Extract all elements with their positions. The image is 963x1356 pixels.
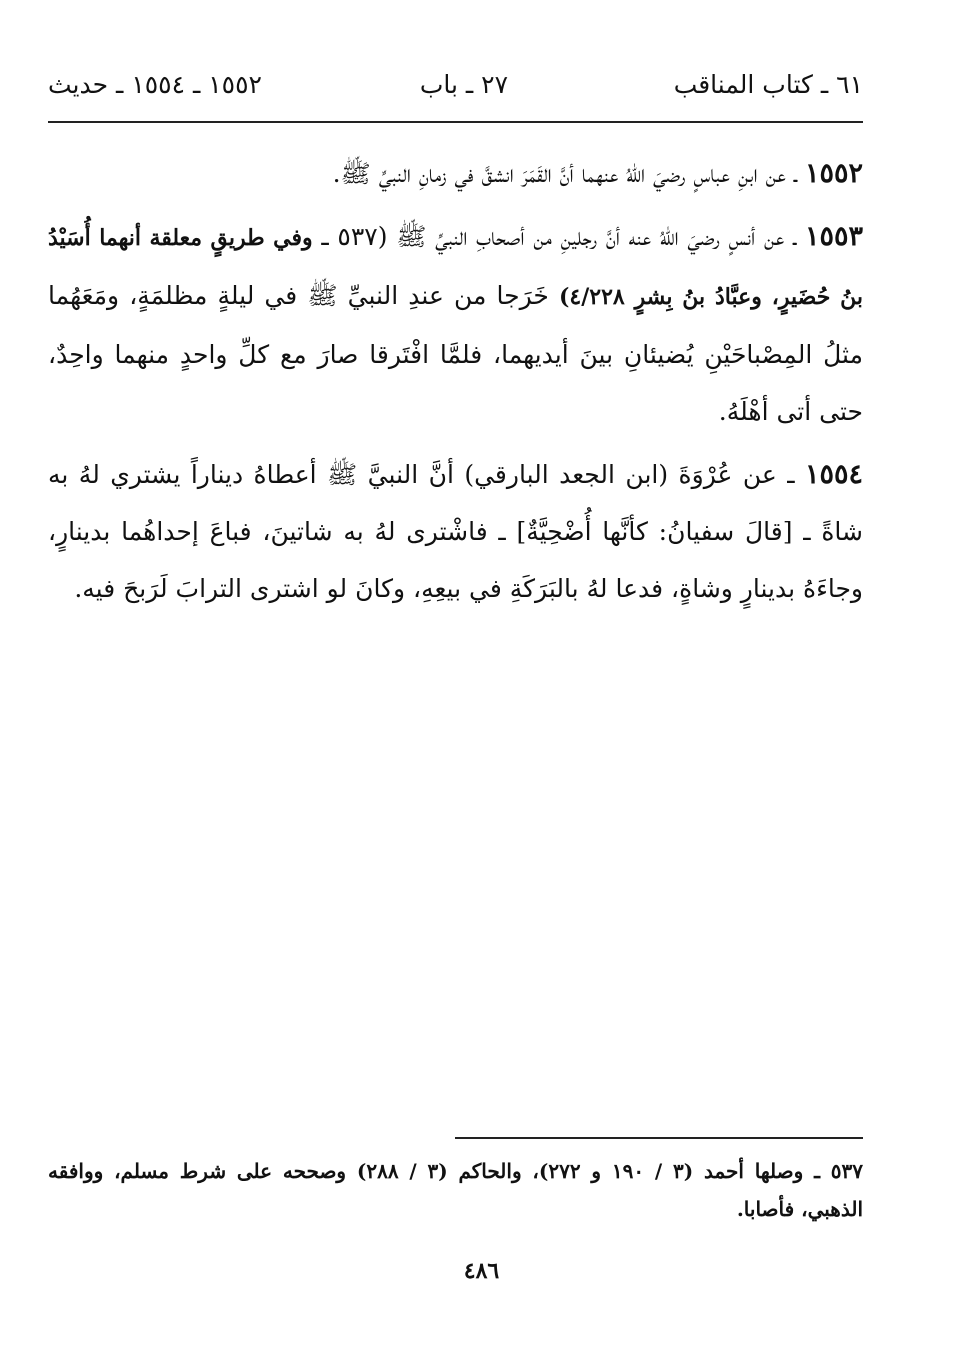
hadith-text: ـ عن عُرْوَةَ (ابن الجعد البارقي) أنَّ النبيَّ ﷺ أعطاهُ ديناراً يشتري لهُ به شاةً ـ [قالَ سفيانُ: كأنَّها أُضْحِيَّةٌ] ـ فاشْترى لهُ به شاتينَ، فباعَ إحداهُما بدينارٍ، وجاءَهُ بدينارٍ وشاةٍ، فدعا لهُ بالبَرَكَةِ في بيعِهِ، وكانَ لو اشترى الترابَ لَرَبحَ فيه. (48, 460, 863, 603)
header-rule (48, 121, 863, 123)
hadith-number: ١٥٥٢ (804, 158, 863, 189)
header-book-title: ٦١ ـ كتاب المناقب (673, 70, 863, 99)
page-number: ٤٨٦ (463, 1258, 500, 1284)
hadith-text-continued: خَرَجا من عندِ النبيِّ ﷺ في ليلةٍ مظلمَةٍ، ومَعَهُما مثلُ المِصْباحَيْنِ يُضيئانِ بينَ أيديهما، فلمَّا افْتَرقا صارَ مع كلِّ واحدٍ منهما واحِدٌ، حتى أتى أهْلَهُ. (48, 281, 863, 426)
hadith-1554 (48, 446, 863, 617)
hadith-1553 (48, 208, 863, 440)
header-chapter: ٢٧ ـ باب (419, 70, 508, 99)
hadith-1552 (48, 145, 863, 202)
running-header (48, 70, 863, 110)
hadith-number: ١٥٥٣ (804, 221, 863, 252)
footnote-rule (455, 1137, 863, 1139)
hadith-number: ١٥٥٤ (804, 459, 863, 490)
header-hadith-range: ١٥٥٢ ـ ١٥٥٤ ـ حديث (48, 70, 262, 99)
hadith-text: ـ عن ابنِ عباسٍ رضيَ اللهُ عنهما أنَّ القَمَرَ انشقَّ في زمانِ النبيِّ ﷺ. (332, 159, 805, 188)
hadith-text: ـ عن أنسٍ رضيَ اللهُ عنه أنَّ رجلينِ من أصحابِ النبيِّ ﷺ (٥٣٧ ـ (312, 222, 805, 251)
hadith-inline-note: وفي طريقٍ معلقة أنهما أُسَيْدُ بنُ حُضَيرٍ، وعبَّادُ بنُ بِشرٍ ٤/٢٢٨) (48, 225, 863, 310)
footnote: ٥٣٧ ـ وصلها أحمد (٣ / ١٩٠ و ٢٧٢)، والحاكم (٣ / ٢٨٨) وصححه على شرط مسلم، ووافقه الذهبي، فأصابا. (48, 1159, 863, 1221)
main-text (48, 145, 863, 623)
